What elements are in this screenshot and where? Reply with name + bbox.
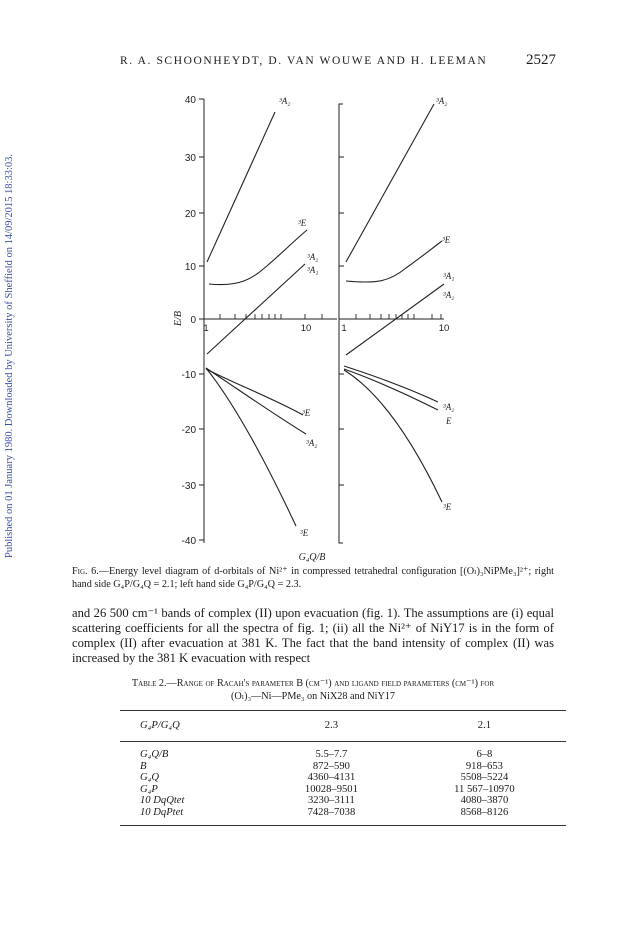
curve-right-A2-top <box>346 104 434 262</box>
table-cell: 8568–8126 <box>403 807 566 825</box>
table-cell: G₄P <box>140 783 158 795</box>
table-cell: 872–590 <box>312 760 350 772</box>
curve-label: ³A₁ <box>443 271 455 281</box>
curve-label: ³A₁ <box>307 265 319 275</box>
curve-label: ³E <box>298 218 307 228</box>
curve-right-E-bottom <box>344 370 442 502</box>
curve-right-E-upper <box>346 241 442 282</box>
table-cell: 5508–5224 <box>460 772 509 784</box>
curve-label: ³E <box>443 502 452 512</box>
curve-label: E <box>446 416 452 426</box>
table-cell: 6–8 <box>476 749 493 760</box>
curve-label: ³E <box>442 235 451 245</box>
table-header-row <box>120 711 566 742</box>
curve-label: ³E <box>300 528 309 538</box>
y-tick-label: -30 <box>181 481 196 492</box>
table-row <box>120 742 566 761</box>
caption-label: Fig. 6. <box>72 566 99 577</box>
table-cell: 918–653 <box>465 760 503 772</box>
table-cell: 10 DqPtet <box>120 807 260 825</box>
x-axis-label: G₄Q/B <box>298 552 326 563</box>
table-cell: 4080–3870 <box>460 795 509 807</box>
curve-label: ³A₂ <box>443 290 455 300</box>
curve-left-E-bottom <box>206 368 296 526</box>
curve-label: ³A₂ <box>279 96 291 106</box>
curve-left-E-lower <box>206 369 303 415</box>
curve-left-E-upper <box>209 230 307 285</box>
right-curves <box>344 104 444 502</box>
y-tick-label: 10 <box>184 262 196 273</box>
table-cell: 7428–7038 <box>260 807 403 825</box>
x-tick-label: 10 <box>438 323 450 334</box>
table-header-cell: 2.3 <box>260 711 403 742</box>
table-cell: B <box>140 760 147 772</box>
download-watermark[interactable]: Published on 01 January 1980. Downloaded by University of Sheffield on 14/09/2015 18:33:03. <box>4 153 15 558</box>
page-number: 2527 <box>526 52 556 68</box>
y-tick-label: -10 <box>181 370 196 381</box>
x-tick-label: 1 <box>341 323 347 334</box>
table-title-line1: Table 2.—Range of Racah's parameter B (cm⁻¹) and ligand field parameters (cm⁻¹) for <box>131 678 495 689</box>
table-row <box>120 807 566 825</box>
table-cell: 4360–4131 <box>307 772 356 784</box>
y-tick-label: -20 <box>181 425 196 436</box>
right-panel <box>339 104 444 543</box>
x-tick-label: 1 <box>203 323 209 334</box>
table-cell: 5.5–7.7 <box>315 749 348 760</box>
y-tick-label: 30 <box>184 153 196 164</box>
y-tick-label: 0 <box>190 315 196 326</box>
x-tick-labels <box>203 323 449 334</box>
curve-label: ³A₂ <box>443 402 455 412</box>
caption-text: —Energy level diagram of d-orbitals of Ni²⁺ in compressed tetrahedral configuration [(Oₗ)₃NiPMe₃]²⁺; right hand side G₄P/G₄Q = 2.1; left hand side G₄P/G₄Q = 2.3. <box>72 566 554 590</box>
table-title <box>72 677 554 703</box>
y-axis-label: E/B <box>173 311 184 326</box>
table-row <box>120 772 566 784</box>
table-row <box>120 761 566 773</box>
curve-right-A2-lower <box>344 366 438 402</box>
table-title-line2: (Oₗ)₃—Ni—PMe₃ on NiX28 and NiY17 <box>230 691 396 702</box>
y-tick-label: 40 <box>184 95 196 106</box>
curve-label: ³E <box>302 408 311 418</box>
table-cell: G₄Q <box>140 772 159 784</box>
table-cell: 10028–9501 <box>304 783 358 795</box>
table-cell: G₄Q/B <box>140 749 169 760</box>
body-paragraph: and 26 500 cm⁻¹ bands of complex (II) upon evacuation (fig. 1). The assumptions are (i) equal scattering coefficients for all the spectra of fig. 1; (ii) all the Ni²⁺ of NiY17 is in the form of complex (II) after evacuation at 381 K. The fact that the band intensity of complex (II) was increased by the 381 K evacuation with respect <box>72 606 554 665</box>
table-header-cell: 2.1 <box>403 711 566 742</box>
table-cell: 10 DqQtet <box>140 795 185 807</box>
table-header-cell: G₄P/G₄Q <box>120 711 260 742</box>
curve-left-A2-A1 <box>207 264 305 354</box>
left-panel <box>199 99 337 543</box>
curve-left-A2-lower <box>206 368 306 434</box>
curve-right-E-lower <box>344 369 438 410</box>
curve-label: ³A₂ <box>306 438 318 448</box>
figure-caption <box>72 566 554 591</box>
table-row <box>120 784 566 796</box>
table-cell: 3230–3111 <box>307 795 355 807</box>
y-tick-label: 20 <box>184 209 196 220</box>
curve-left-A2-top <box>207 112 275 262</box>
x-tick-label: 10 <box>300 323 312 334</box>
curve-label: ³A₂ <box>307 252 319 262</box>
table-row <box>120 795 566 807</box>
authors: R. A. SCHOONHEYDT, D. VAN WOUWE AND H. LEEMAN <box>120 55 488 67</box>
curve-label: ³A₂ <box>436 96 448 106</box>
table-cell: 11 567–10970 <box>454 783 515 795</box>
racah-parameter-table <box>120 710 566 826</box>
y-tick-label: -40 <box>181 536 196 547</box>
